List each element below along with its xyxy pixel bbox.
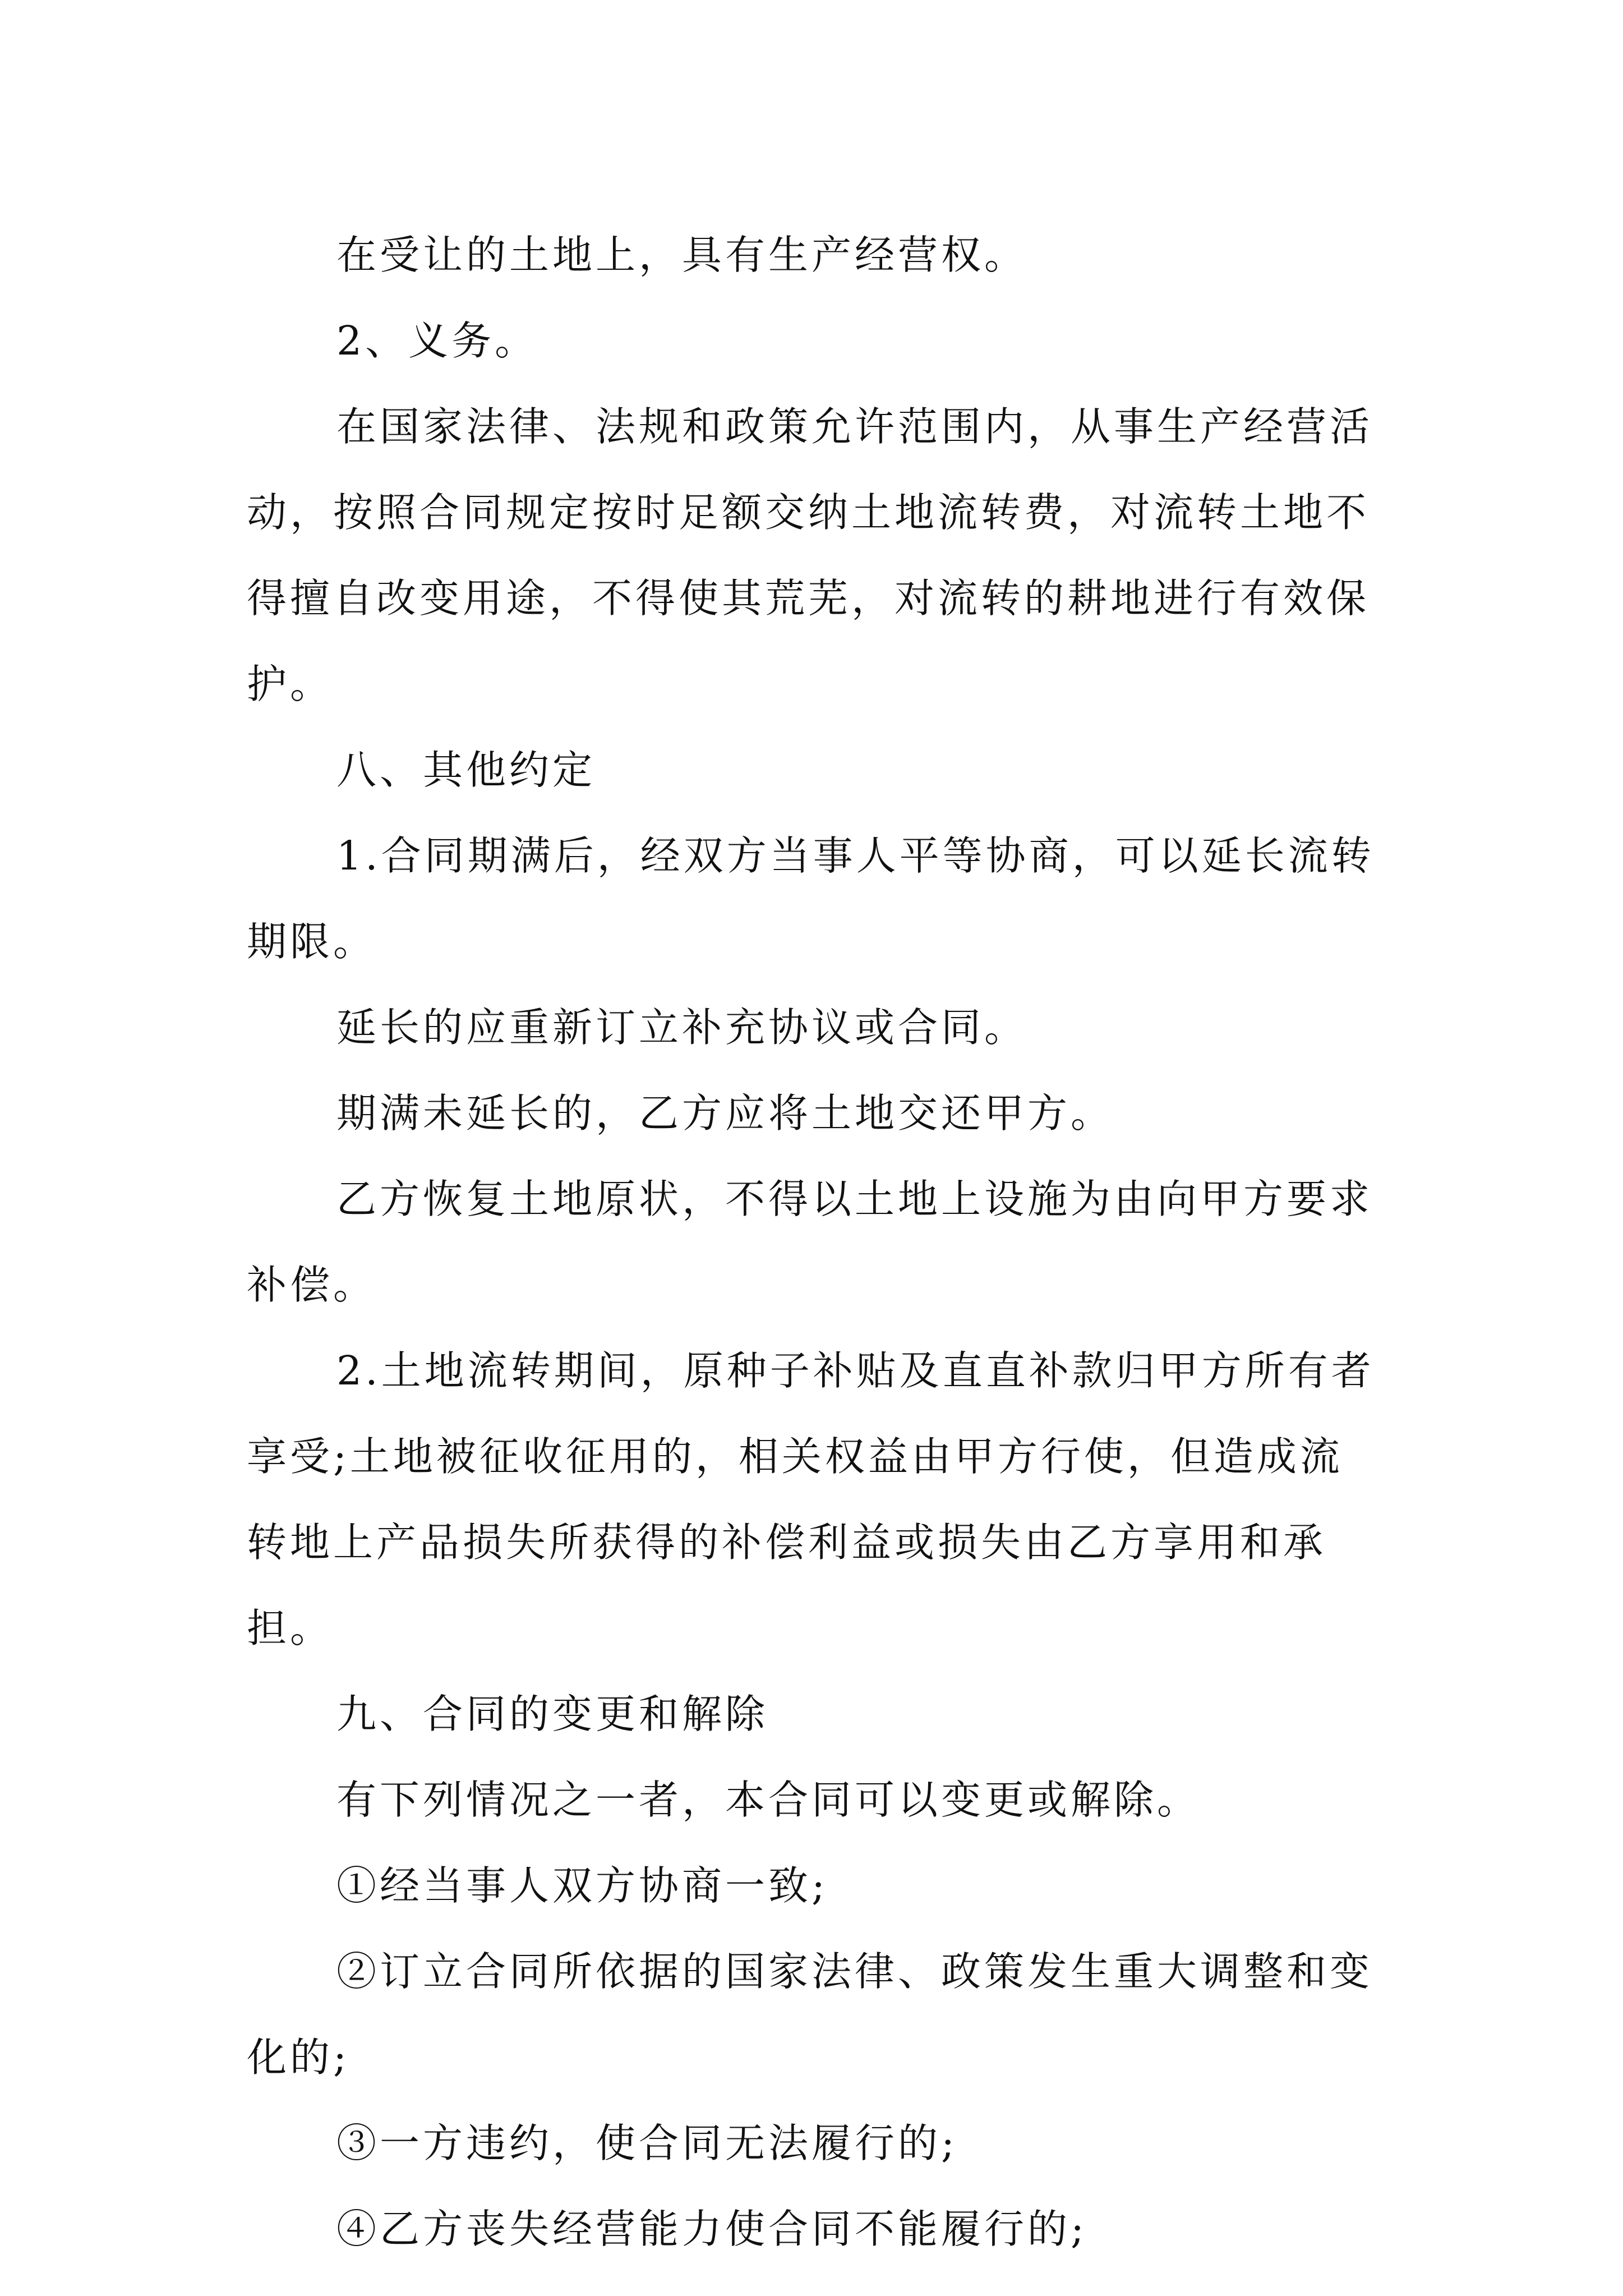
text-line: 期限。 [247,918,377,965]
text-line: 化的; [247,2034,350,2081]
text-line: 护。 [247,661,334,707]
list-item: ①经当事人双方协商一致; [336,1862,828,1909]
list-item: ④乙方丧失经营能力使合同不能履行的; [336,2206,1087,2252]
text-line: 延长的应重新订立补充协议或合同。 [336,1004,1028,1051]
text-line: 转地上产品损失所获得的补偿利益或损失由乙方享用和承 [247,1519,1327,1566]
text-line: 动，按照合同规定按时足额交纳土地流转费，对流转土地不 [247,489,1370,536]
document-body [247,212,1385,2272]
text-line: 期满未延长的，乙方应将土地交还甲方。 [336,1090,1114,1137]
list-item: ③一方违约，使合同无法履行的; [336,2120,958,2166]
text-line: 担。 [247,1605,334,1651]
text-line: 2.土地流转期间，原种子补贴及直直补款归甲方所有者 [336,1347,1375,1394]
section-heading: 九、合同的变更和解除 [336,1691,769,1737]
text-line: 在国家法律、法规和政策允许范围内，从事生产经营活 [336,403,1373,450]
text-line: 1.合同期满后，经双方当事人平等协商，可以延长流转 [336,832,1375,879]
text-line: 2、义务。 [336,318,538,364]
text-line: 享受;土地被征收征用的，相关权益由甲方行使，但造成流 [247,1433,1343,1480]
text-line: 补偿。 [247,1262,377,1308]
text-line: 在受让的土地上，具有生产经营权。 [336,232,1028,278]
text-line: 乙方恢复土地原状，不得以土地上设施为由向甲方要求 [336,1176,1373,1222]
text-line: 有下列情况之一者，本合同可以变更或解除。 [336,1777,1201,1823]
list-item: ②订立合同所依据的国家法律、政策发生重大调整和变 [336,1948,1373,1995]
text-line: 得擅自改变用途，不得使其荒芜，对流转的耕地进行有效保 [247,575,1370,622]
section-heading: 八、其他约定 [336,747,596,793]
